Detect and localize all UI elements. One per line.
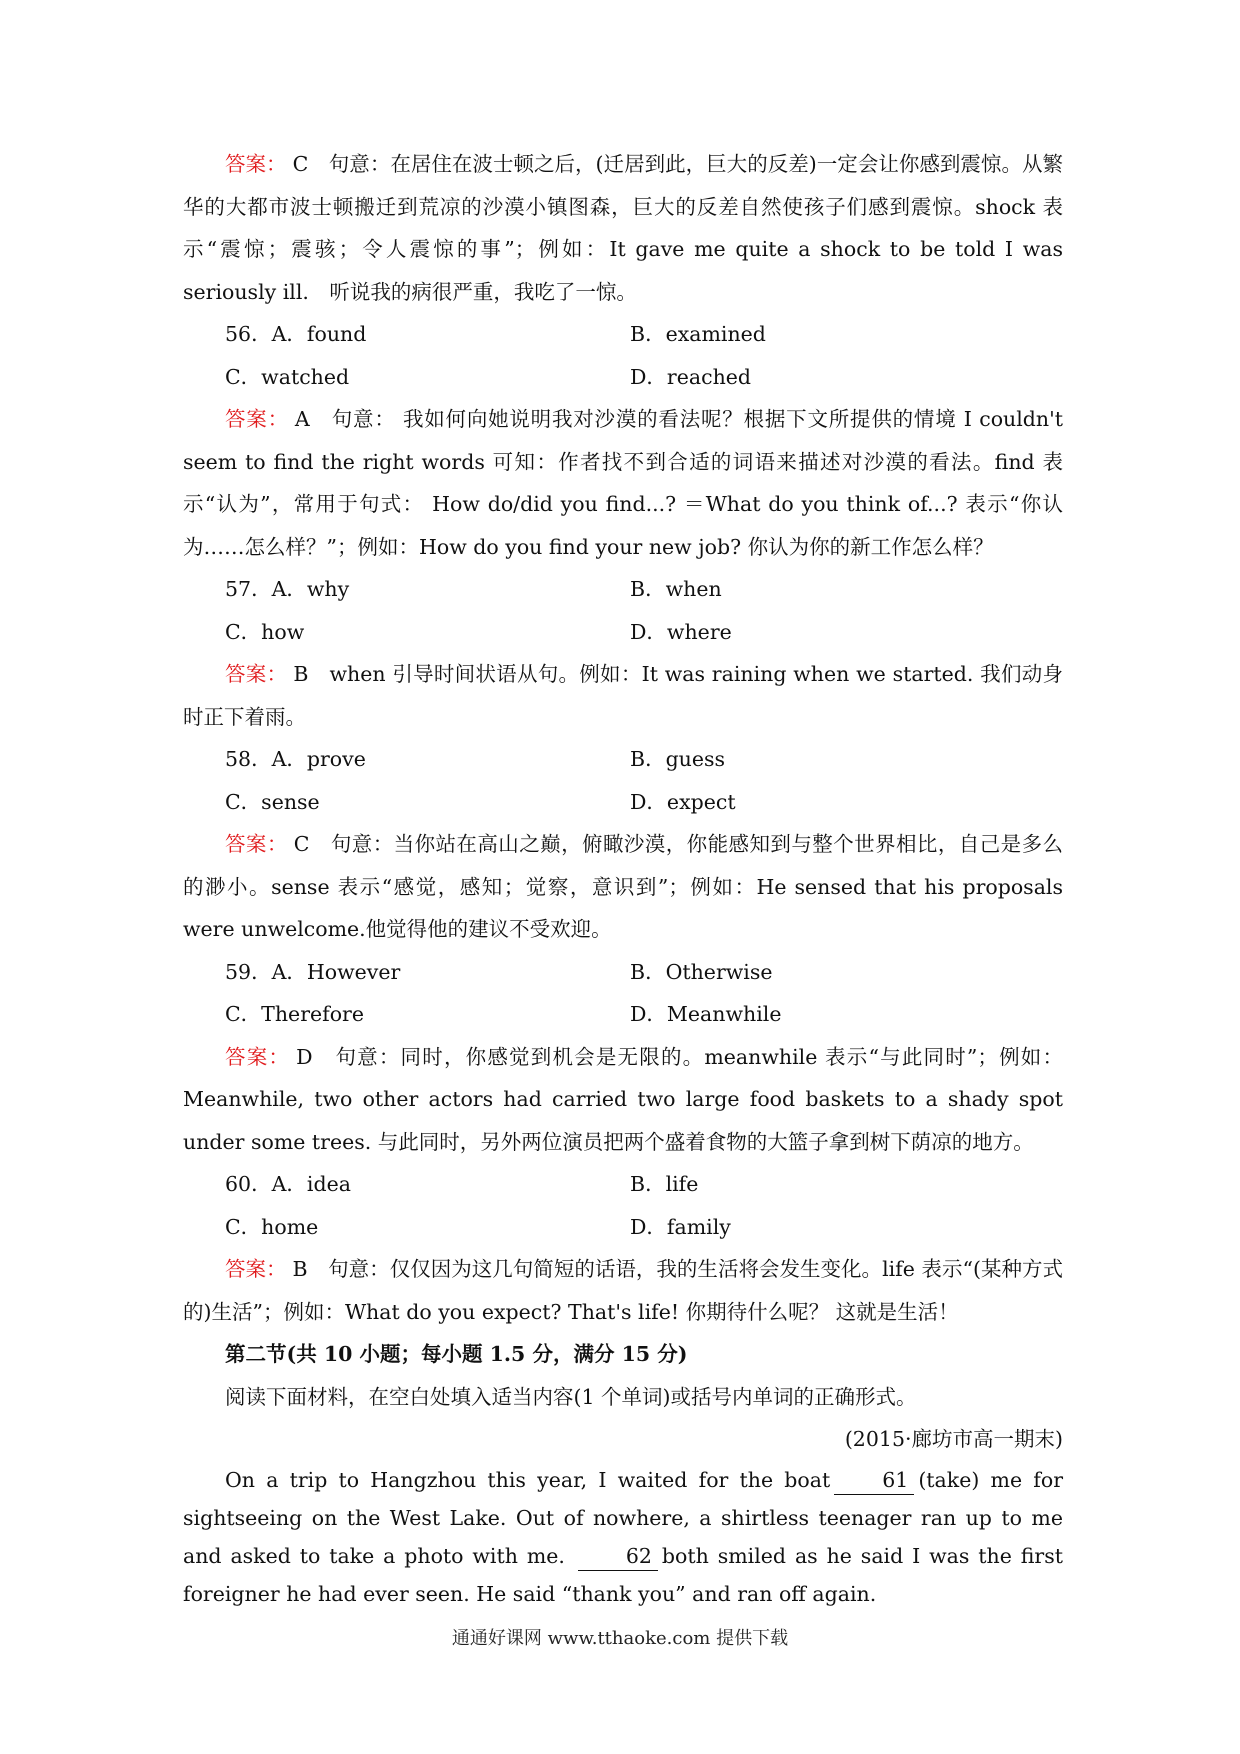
section-title: 第二节(共 10 小题；每小题 1.5 分，满分 15 分)	[225, 1342, 688, 1366]
question-60-row2	[183, 1206, 1063, 1249]
answer-text: A 句意： 我如何向她说明我对沙漠的看法呢？根据下文所提供的情境 I couldn't seem to find the right words 可知：作者找不到合适的词语来描述对沙漠的看法。find 表示“认为”，常用于句式： How do/did you find...? ＝What do you think of...? 表示“你认为……怎么样？”；例如：How do you find your new job? 你认为你的新工作怎么样？	[183, 407, 1063, 559]
option-c: C．Therefore	[225, 1002, 364, 1026]
option-b: B．examined	[630, 322, 766, 346]
option-d: D．where	[630, 619, 732, 644]
answer-text: B 句意：仅仅因为这几句简短的话语，我的生活将会发生变化。life 表示“(某种方式的)生活”；例如：What do you expect? That's life! 你期待什么呢？ 这就是生活！	[183, 1257, 1063, 1324]
passage-text-1: On a trip to Hangzhou this year, I waited for the boat	[225, 1467, 831, 1492]
answer-55	[183, 143, 1063, 313]
option-c: C．watched	[225, 364, 350, 389]
option-a: 57．A．why	[225, 577, 350, 601]
blank-61: 61	[834, 1466, 914, 1495]
section-instruction: 阅读下面材料，在空白处填入适当内容(1 个单词)或括号内单词的正确形式。	[225, 1384, 917, 1409]
question-59-row2	[183, 993, 1063, 1036]
option-c: C．home	[225, 1214, 319, 1239]
option-a: 58．A．prove	[225, 747, 366, 771]
option-d: D．Meanwhile	[630, 1002, 782, 1026]
answer-text: C 句意：当你站在高山之巅，俯瞰沙漠，你能感知到与整个世界相比，自己是多么的渺小。sense 表示“感觉，感知；觉察，意识到”；例如：He sensed that his proposals were unwelcome.他觉得他的建议不受欢迎。	[183, 832, 1063, 941]
option-d: D．reached	[630, 364, 752, 389]
passage-text-2: (take) me for sightseeing on the West Lake. Out of nowhere, a shirtless teenager ran up to me and asked to take a photo with me.	[183, 1467, 1063, 1568]
question-58	[183, 738, 1063, 781]
option-a: 56．A．found	[225, 322, 367, 346]
option-b: B．guess	[630, 747, 726, 771]
option-b: B．when	[630, 577, 722, 601]
question-57-row2	[183, 611, 1063, 654]
blank-62: 62	[578, 1542, 658, 1571]
answer-59	[183, 1036, 1063, 1164]
answer-label: 答案：	[225, 1257, 287, 1281]
option-b: B．life	[630, 1172, 699, 1196]
answer-label: 答案：	[225, 1044, 291, 1069]
question-56-row2	[183, 356, 1063, 399]
option-a: 59．A．However	[225, 959, 401, 984]
question-56	[183, 313, 1063, 356]
answer-label: 答案：	[225, 407, 289, 431]
question-58-row2	[183, 781, 1063, 824]
answer-label: 答案：	[225, 152, 287, 176]
question-59	[183, 951, 1063, 994]
source-note: (2015·廊坊市高一期末)	[844, 1427, 1063, 1451]
answer-56	[183, 398, 1063, 568]
answer-60	[183, 1248, 1063, 1333]
option-b: B．Otherwise	[630, 959, 773, 984]
passage-text-3: both smiled as he said I was the first foreigner he had ever seen. He said “thank you” and ran off again.	[183, 1543, 1063, 1606]
page-footer: 通通好课网 www.tthaoke.com 提供下载	[451, 1628, 789, 1649]
option-d: D．expect	[630, 789, 736, 814]
passage	[183, 1461, 1063, 1613]
question-60	[183, 1163, 1063, 1206]
option-c: C．how	[225, 619, 305, 644]
option-c: C．sense	[225, 789, 320, 814]
answer-58	[183, 823, 1063, 951]
option-a: 60．A．idea	[225, 1172, 351, 1196]
question-57	[183, 568, 1063, 611]
answer-label: 答案：	[225, 832, 288, 856]
option-d: D．family	[630, 1214, 731, 1239]
answer-label: 答案：	[225, 662, 288, 686]
answer-57	[183, 653, 1063, 738]
page-content	[183, 143, 1063, 1613]
answer-text: B when 引导时间状语从句。例如：It was raining when we started. 我们动身时正下着雨。	[183, 662, 1064, 729]
answer-text: D 句意：同时，你感觉到机会是无限的。meanwhile 表示“与此同时”；例如：Meanwhile, two other actors had carried two large food baskets to a shady spot under some trees. 与此同时，另外两位演员把两个盛着食物的大篮子拿到树下荫凉的地方。	[183, 1044, 1064, 1154]
answer-text: C 句意：在居住在波士顿之后，(迁居到此，巨大的反差)一定会让你感到震惊。从繁华的大都市波士顿搬迁到荒凉的沙漠小镇图森，巨大的反差自然使孩子们感到震惊。shock 表示“震惊；震骇；令人震惊的事”；例如：It gave me quite a shock to be told I was seriously ill. 听说我的病很严重，我吃了一惊。	[183, 152, 1063, 304]
